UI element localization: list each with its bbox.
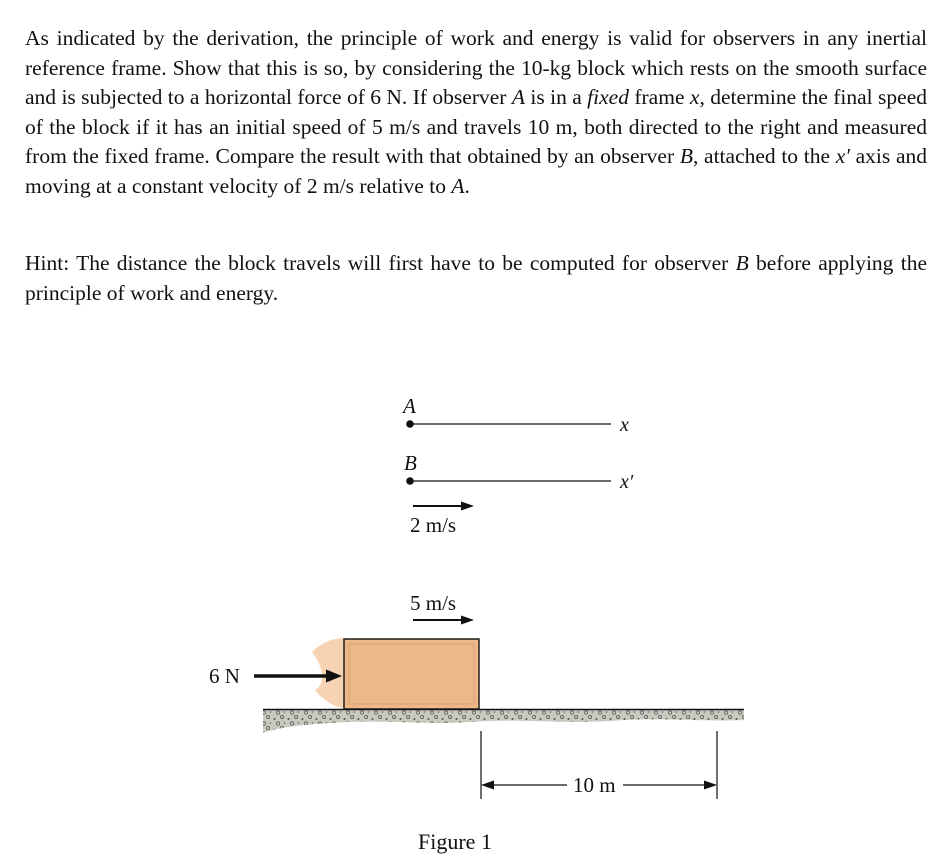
text-run: B — [679, 144, 693, 169]
force-label: 6 N — [209, 664, 240, 688]
observer-a-label: A — [403, 394, 416, 418]
text-run: before applying the principle of work and energy. — [25, 251, 927, 305]
frame-velocity-label: 2 m/s — [410, 513, 457, 537]
text-run: A — [511, 85, 525, 110]
text-run: , determine the final speed of the block if it has an initial speed of 5 m/s and travels 10 m, both directed to the right and measured from the fixed frame. Compare the result with that obtained by an observer — [25, 85, 927, 169]
text-run: A — [451, 173, 465, 198]
text-run: B — [735, 251, 749, 275]
text-run: . — [464, 173, 470, 198]
text-run: fixed — [587, 85, 629, 110]
text-run: As indicated by the derivation, the principle of work and energy is valid for observers in any inertial reference frame. Show that this is so, by considering the 10-kg block which rests on the smooth surface and is subjected to a horizontal force of 6 N. If observer — [25, 26, 927, 110]
text-run: x — [689, 85, 700, 110]
text-run: frame — [628, 85, 690, 110]
frame-velocity-arrow — [413, 502, 474, 511]
text-run: Hint: The distance the block travels will first have to be computed for observer — [25, 251, 736, 275]
axis-x-prime-label: x′ — [620, 471, 634, 493]
block-velocity-label: 5 m/s — [410, 591, 457, 615]
text-run: is in a — [524, 85, 588, 110]
block-velocity-arrow — [413, 616, 474, 625]
ground-surface — [263, 710, 744, 734]
block — [344, 639, 479, 709]
text-run: x′ — [835, 144, 850, 169]
text-run: , attached to the — [692, 144, 836, 169]
axis-x-label: x — [620, 414, 629, 436]
distance-label: 10 m — [573, 773, 616, 797]
text-run: axis and moving at a constant velocity of 2 m/s relative to — [25, 144, 928, 198]
force-arrow — [254, 670, 342, 683]
observer-b-label: B — [404, 451, 417, 475]
figure-caption: Figure 1 — [418, 829, 492, 854]
